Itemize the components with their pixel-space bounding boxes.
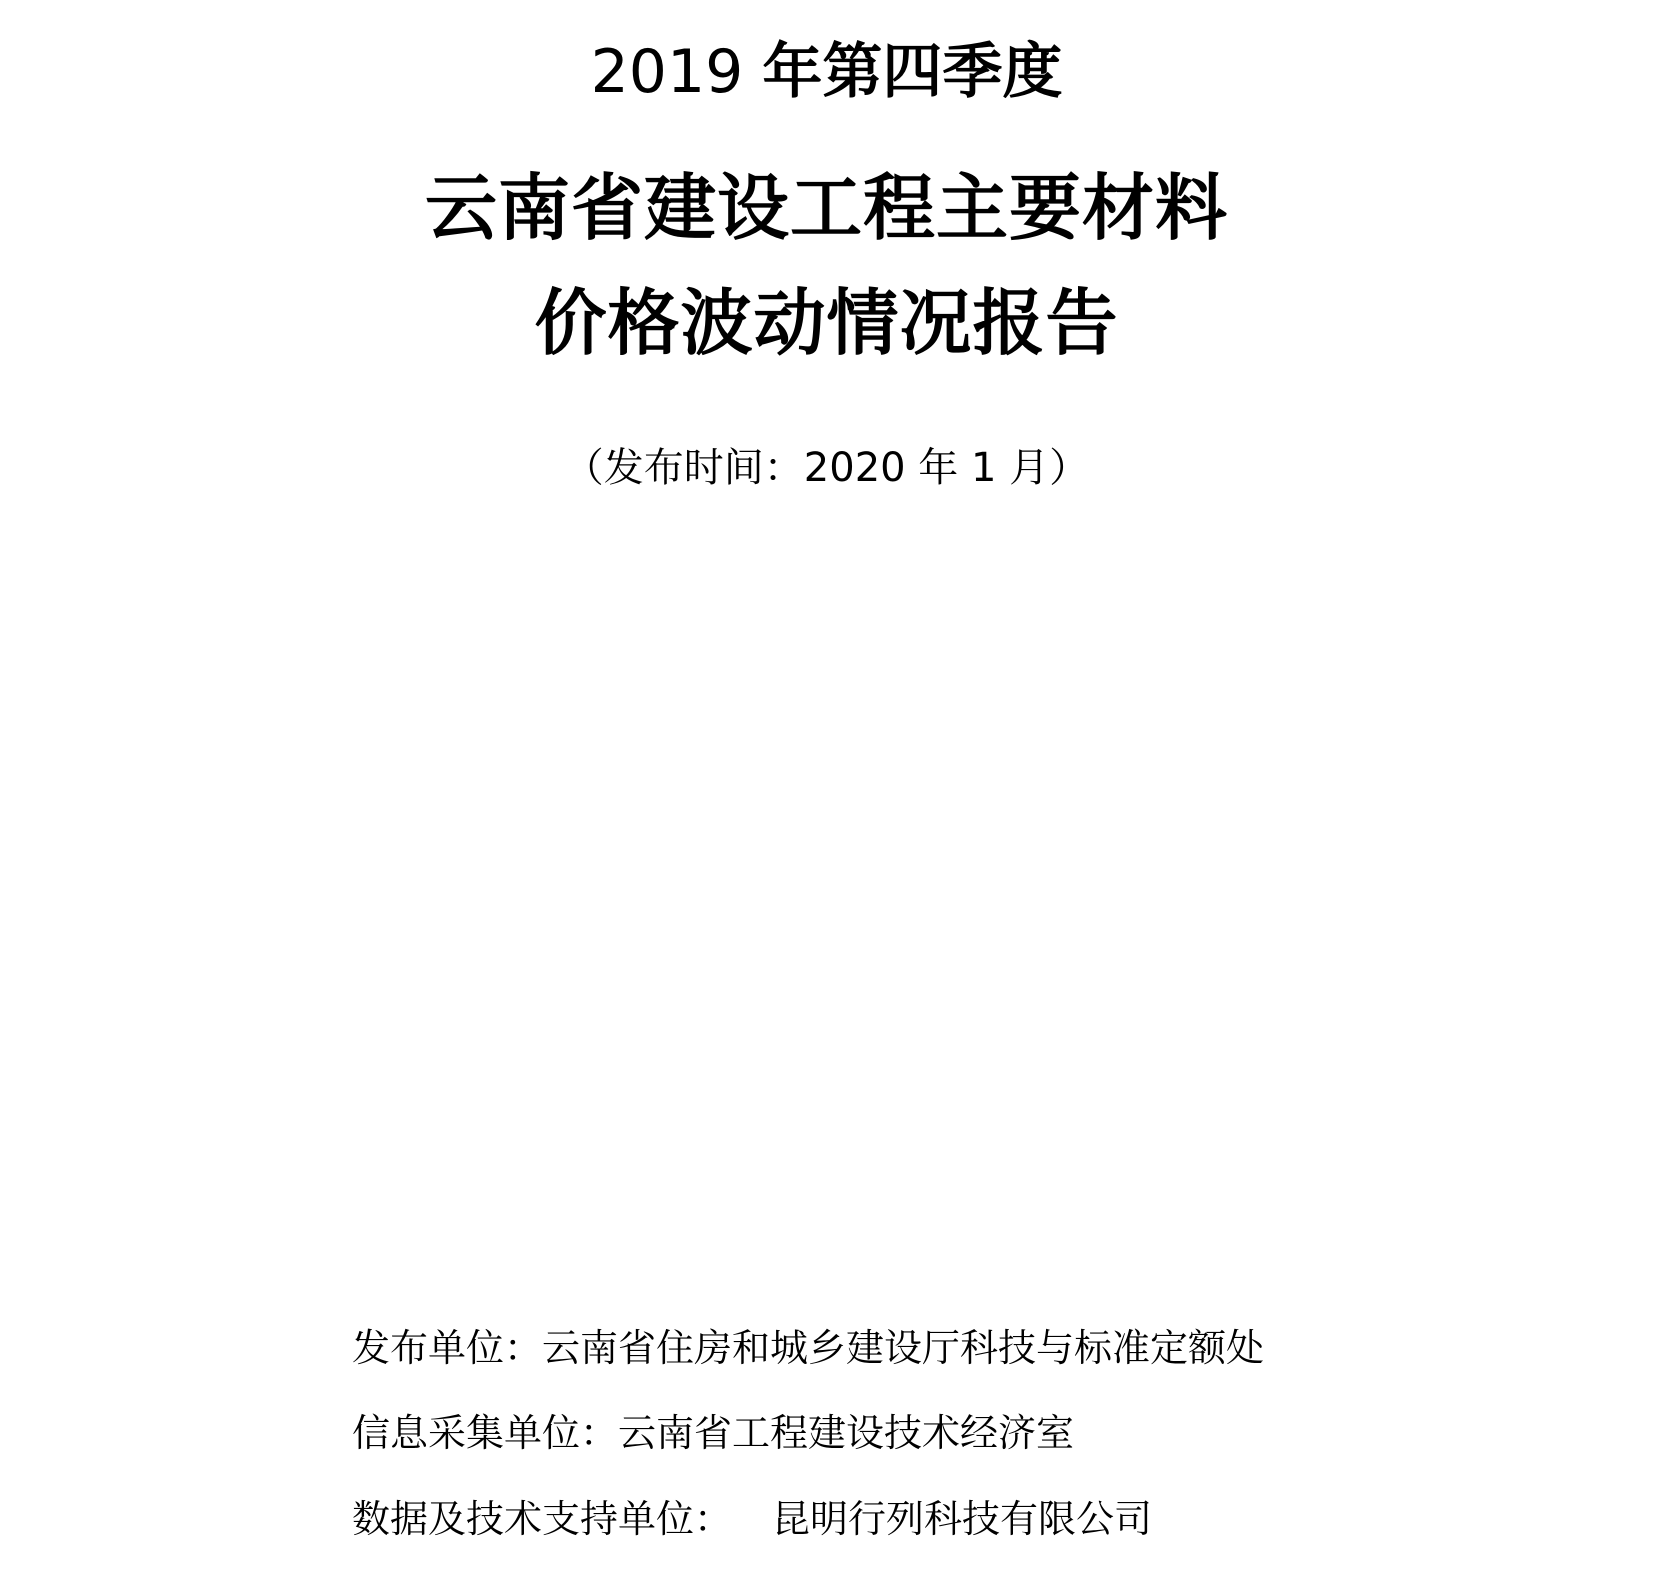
publisher-label: 发布单位：	[352, 1326, 543, 1370]
collector-line	[352, 1407, 1074, 1459]
publisher-line	[352, 1322, 1264, 1374]
publish-date: （发布时间：2020 年 1 月）	[563, 445, 1090, 491]
collector-label: 信息采集单位：	[352, 1411, 619, 1455]
support-value: 昆明行列科技有限公司	[772, 1497, 1153, 1541]
report-title-line-2: 价格波动情况报告	[534, 281, 1119, 365]
support-line	[352, 1493, 1152, 1545]
collector-value: 云南省工程建设技术经济室	[618, 1411, 1075, 1455]
support-label: 数据及技术支持单位：	[352, 1497, 733, 1541]
report-title-line-1: 云南省建设工程主要材料	[424, 166, 1228, 250]
report-period	[0, 32, 1653, 112]
publisher-value: 云南省住房和城乡建设厅科技与标准定额处	[542, 1326, 1265, 1370]
report-quarter: 年第四季度	[762, 37, 1063, 107]
report-year: 2019	[590, 37, 744, 107]
